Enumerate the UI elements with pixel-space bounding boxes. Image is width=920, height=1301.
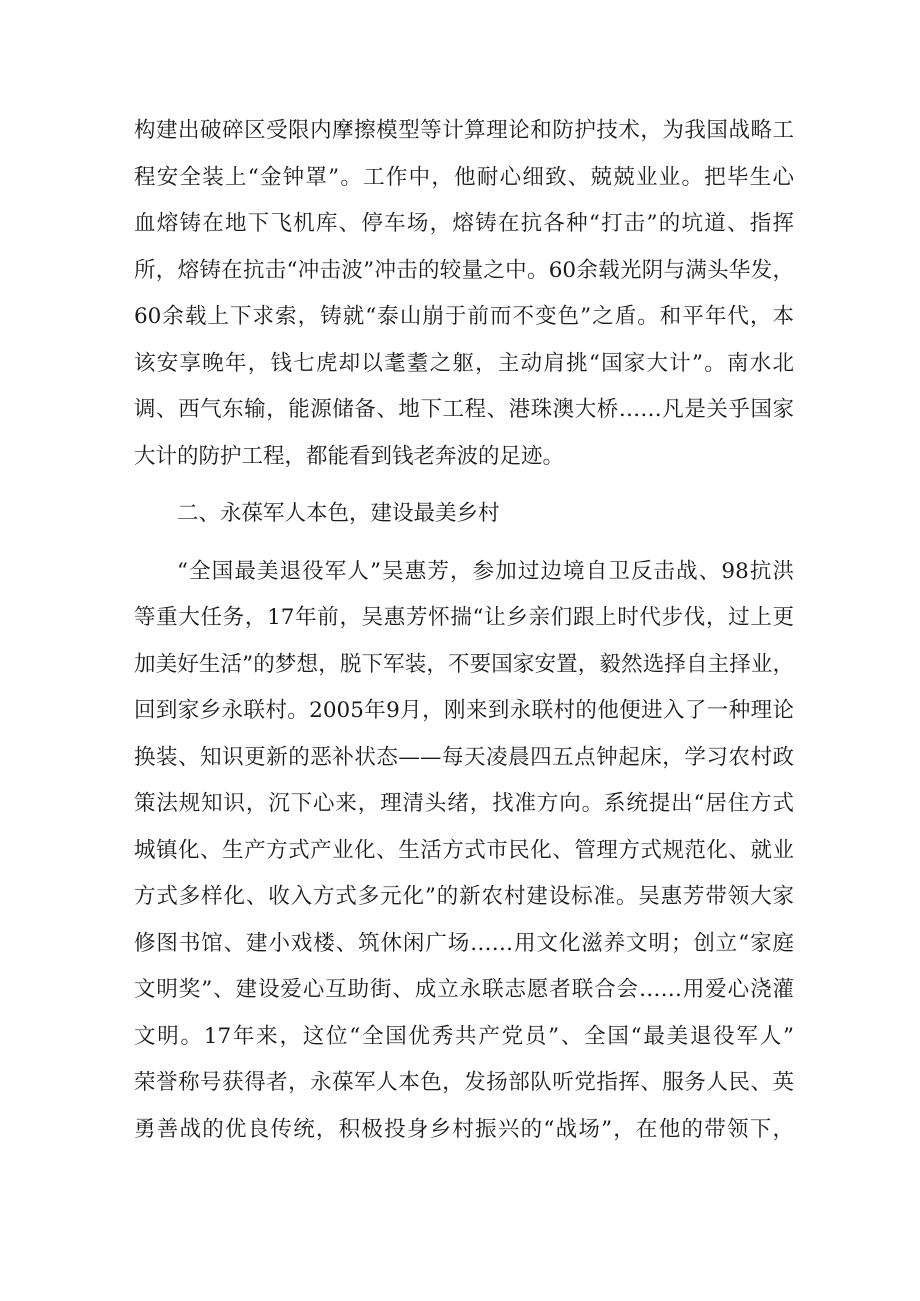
- paragraph-line: 血熔铸在地下飞机库、停车场，熔铸在抗各种“打击”的坑道、指挥: [134, 211, 794, 236]
- paragraph-line: 策法规知识，沉下心来，理清头绪，找准方向。系统提出“居住方式: [134, 791, 794, 816]
- paragraph-line: 大计的防护工程，都能看到钱老奔波的足迹。: [134, 443, 565, 469]
- spacer: [134, 480, 794, 491]
- paragraph-line: 勇善战的优良传统，积极投身乡村振兴的“战场”，在他的带领下，: [134, 1116, 794, 1142]
- paragraph-line: 构建出破碎区受限内摩擦模型等计算理论和防护技术，为我国战略工: [134, 118, 794, 143]
- paragraph-line: 修图书馆、建小戏楼、筑休闲广场……用文化滋养文明；创立“家庭: [134, 930, 794, 956]
- paragraph-1: [134, 108, 794, 480]
- paragraph-line: 该安享晚年，钱七虎却以耄耋之躯，主动肩挑“国家大计”。南水北: [134, 350, 794, 376]
- paragraph-line: 回到家乡永联村。2005年9月，刚来到永联村的他便进入了一种理论: [134, 698, 794, 723]
- paragraph-line: 等重大任务，17年前，吴惠芳怀揣“让乡亲们跟上时代步伐，过上更: [134, 605, 794, 630]
- paragraph-line: 文明奖”、建设爱心互助街、成立永联志愿者联合会……用爱心浇灌: [134, 977, 794, 1002]
- paragraph-2: [134, 549, 794, 1154]
- section-heading: 二、永葆军人本色，建设最美乡村: [177, 501, 500, 526]
- paragraph-line: 方式多样化、收入方式多元化”的新农村建设标准。吴惠芳带领大家: [134, 884, 794, 909]
- paragraph-line: 荣誉称号获得者，永葆军人本色，发扬部队听党指挥、服务人民、英: [134, 1070, 794, 1095]
- spacer: [134, 538, 794, 549]
- paragraph-line: 程安全装上“金钟罩”。工作中，他耐心细致、兢兢业业。把毕生心: [134, 164, 794, 190]
- paragraph-line: 60余载上下求索，铸就“泰山崩于前而不变色”之盾。和平年代，本: [134, 304, 794, 329]
- paragraph-line: 所，熔铸在抗击“冲击波”冲击的较量之中。60余载光阴与满头华发，: [134, 257, 794, 283]
- paragraph-line: 换装、知识更新的恶补状态——每天凌晨四五点钟起床，学习农村政: [134, 744, 794, 770]
- paragraph-line: 调、西气东输，能源储备、地下工程、港珠澳大桥……凡是关乎国家: [134, 397, 794, 422]
- paragraph-line: 文明。17年来，这位“全国优秀共产党员”、全国“最美退役军人”: [134, 1023, 794, 1049]
- paragraph-line: “全国最美退役军人”吴惠芳，参加过边境自卫反击战、98抗洪: [177, 558, 794, 584]
- document-body: [134, 108, 794, 1153]
- paragraph-line: 城镇化、生产方式产业化、生活方式市民化、管理方式规范化、就业: [134, 837, 794, 863]
- paragraph-line: 加美好生活”的梦想，脱下军装，不要国家安置，毅然选择自主择业，: [134, 651, 794, 677]
